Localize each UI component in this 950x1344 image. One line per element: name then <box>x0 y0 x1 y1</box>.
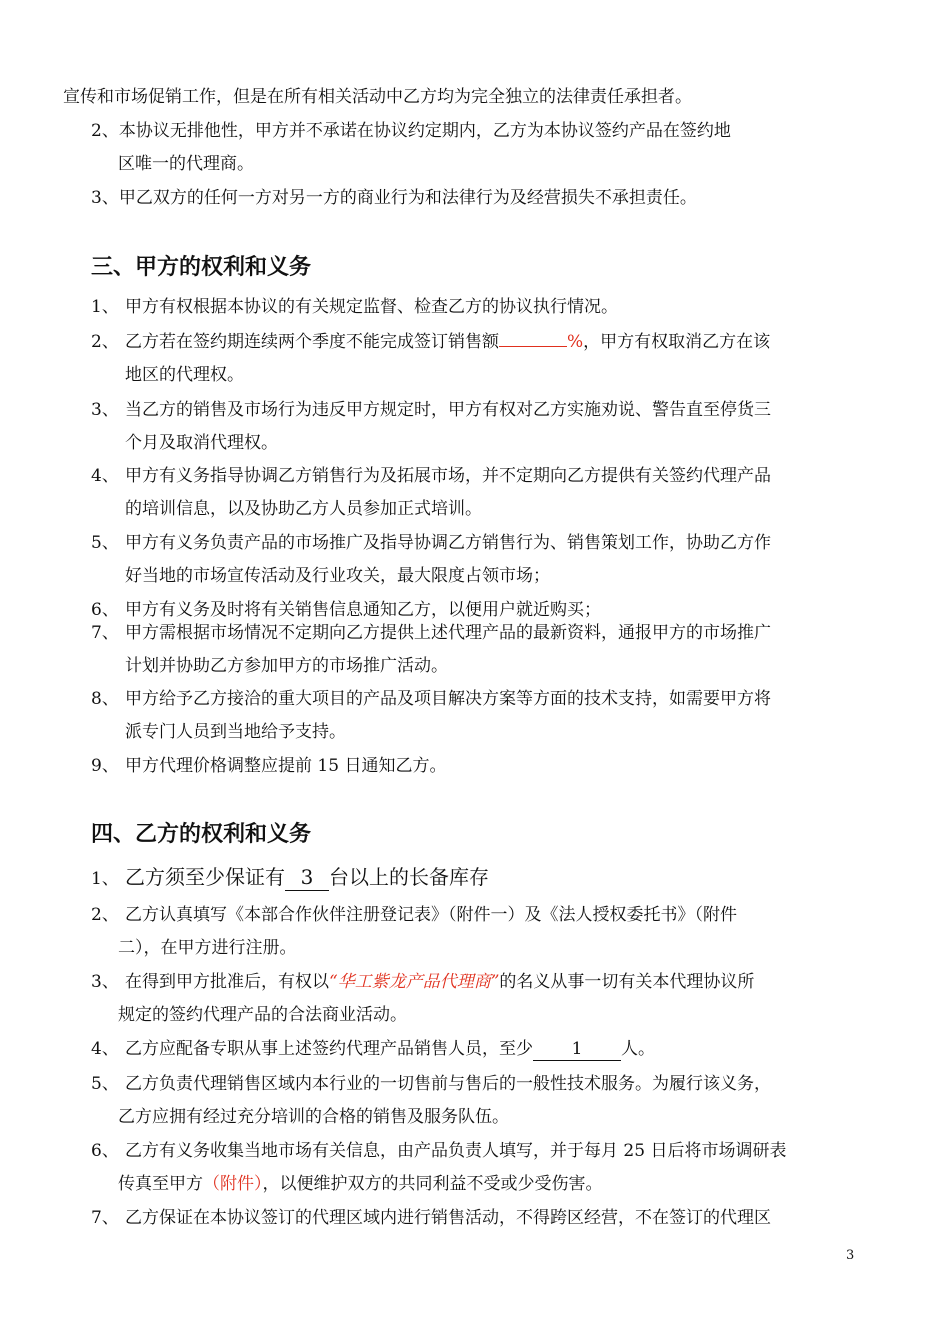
s3-item-7-cont: 计划并协助乙方参加甲方的市场推广活动。 <box>125 656 448 676</box>
clause-3: 3、甲乙双方的任何一方对另一方的商业行为和法律行为及经营损失不承担责任。 <box>91 188 697 208</box>
s3-item-1: 1、 甲方有权根据本协议的有关规定监督、检查乙方的协议执行情况。 <box>91 297 618 317</box>
s4-item-3: 3、 在得到甲方批准后，有权以“华工紫龙产品代理商”的名义从事一切有关本代理协议所 <box>91 972 755 992</box>
s3-item-4: 4、 甲方有义务指导协调乙方销售行为及拓展市场，并不定期向乙方提供有关签约代理产品 <box>91 466 771 486</box>
section-4-heading: 四、乙方的权利和义务 <box>91 822 312 847</box>
s3-item-4-cont: 的培训信息，以及协助乙方人员参加正式培训。 <box>125 499 482 519</box>
section-3-heading: 三、甲方的权利和义务 <box>91 255 312 280</box>
s4-item-6: 6、 乙方有义务收集当地市场有关信息，由产品负责人填写，并于每月 25 日后将市场调研表 <box>91 1141 787 1161</box>
clause-2-cont: 区唯一的代理商。 <box>118 154 254 174</box>
s3-item-8-cont: 派专门人员到当地给予支持。 <box>125 722 346 742</box>
s3-item-8: 8、 甲方给予乙方接洽的重大项目的产品及项目解决方案等方面的技术支持，如需要甲方将 <box>91 689 771 709</box>
s4-item-2: 2、 乙方认真填写《本部合作伙伴注册登记表》（附件一）及《法人授权委托书》（附件 <box>91 905 737 925</box>
s3-item-3: 3、 当乙方的销售及市场行为违反甲方规定时，甲方有权对乙方实施劝说、警告直至停货三 <box>91 400 771 420</box>
paragraph-line: 宣传和市场促销工作，但是在所有相关活动中乙方均为完全独立的法律责任承担者。 <box>63 87 692 107</box>
clause-2: 2、本协议无排他性，甲方并不承诺在协议约定期内，乙方为本协议签约产品在签约地 <box>91 121 731 141</box>
s4-item-5-cont: 乙方应拥有经过充分培训的合格的销售及服务队伍。 <box>118 1107 509 1127</box>
s3-item-5: 5、 甲方有义务负责产品的市场推广及指导协调乙方销售行为、销售策划工作，协助乙方作 <box>91 533 771 553</box>
blank-field <box>499 346 567 347</box>
s4-item-5: 5、 乙方负责代理销售区域内本行业的一切售前与售后的一般性技术服务。为履行该义务， <box>91 1074 771 1094</box>
page-number: 3 <box>846 1248 855 1263</box>
s3-item-2-cont: 地区的代理权。 <box>125 365 244 385</box>
s3-item-9: 9、 甲方代理价格调整应提前 15 日通知乙方。 <box>91 756 447 776</box>
s3-item-5-cont: 好当地的市场宣传活动及行业攻关，最大限度占领市场； <box>125 566 550 586</box>
s4-item-1: 1、 乙方须至少保证有 3 台以上的长备库存 <box>91 865 489 889</box>
s4-item-4: 4、 乙方应配备专职从事上述签约代理产品销售人员，至少 1 人。 <box>91 1039 655 1059</box>
s3-item-2: 2、 乙方若在签约期连续两个季度不能完成签订销售额 %，甲方有权取消乙方在该 <box>91 332 771 352</box>
s4-item-3-cont: 规定的签约代理产品的合法商业活动。 <box>118 1005 407 1025</box>
s3-item-3-cont: 个月及取消代理权。 <box>125 433 278 453</box>
s4-item-7: 7、 乙方保证在本协议签订的代理区域内进行销售活动，不得跨区经营，不在签订的代理区 <box>91 1208 771 1228</box>
s4-item-2-cont: 二），在甲方进行注册。 <box>118 938 297 958</box>
s3-item-7: 7、 甲方需根据市场情况不定期向乙方提供上述代理产品的最新资料，通报甲方的市场推广 <box>91 623 771 643</box>
s4-item-6-cont: 传真至甲方（附件），以便维护双方的共同利益不受或少受伤害。 <box>118 1174 603 1194</box>
s3-item-6: 6、 甲方有义务及时将有关销售信息通知乙方，以便用户就近购买； <box>91 600 601 620</box>
